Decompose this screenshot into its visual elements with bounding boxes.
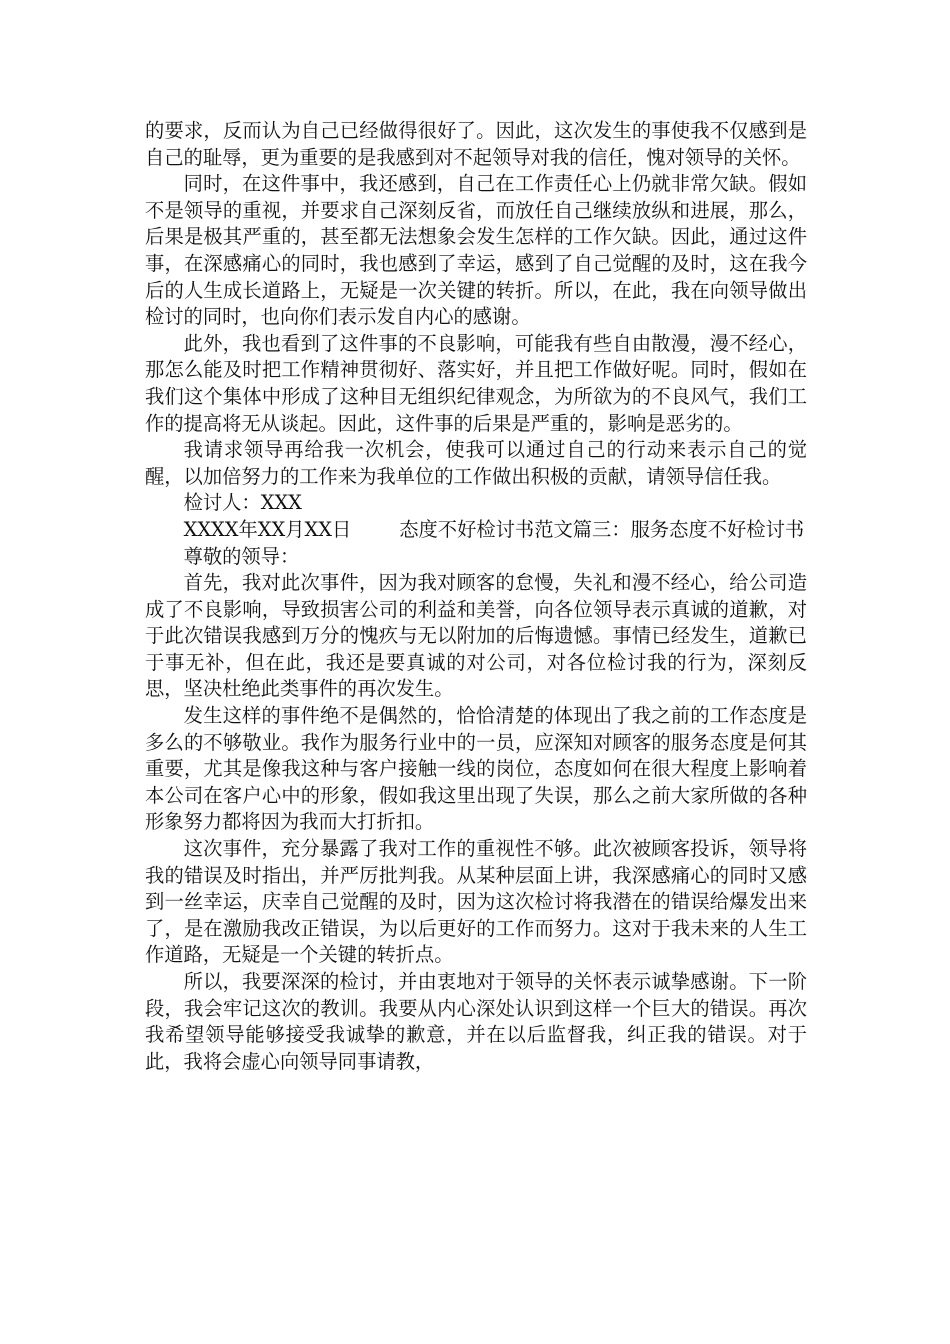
document-page bbox=[145, 118, 807, 1075]
section-heading: 态度不好检讨书范文篇三：服务态度不好检讨书 bbox=[399, 517, 805, 541]
paragraph-attitude: 发生这样的事件绝不是偶然的，恰恰清楚的体现出了我之前的工作态度是多么的不够敬业。我作为服务行业中的一员，应深知对顾客的服务态度是何其重要，尤其是像我这种与客户接触一线的岗位，态度如何在很大程度上影响着本公司在客户心中的形象，假如我这里出现了失误，那么之前大家所做的各种形象努力都将因为我而大打折扣。 bbox=[145, 704, 807, 834]
signature-line: 检讨人：XXX bbox=[183, 491, 302, 515]
date-and-heading-line bbox=[145, 517, 807, 544]
date-text: XXXX年XX月XX日 bbox=[183, 517, 352, 541]
paragraph-request: 我请求领导再给我一次机会，使我可以通过自己的行动来表示自己的觉醒，以加倍努力的工作来为我单位的工作做出积极的贡献，请领导信任我。 bbox=[145, 438, 807, 488]
paragraph-continuation: 的要求，反而认为自己已经做得很好了。因此，这次发生的事使我不仅感到是自己的耻辱，更为重要的是我感到对不起领导对我的信任，愧对领导的关怀。 bbox=[145, 119, 807, 169]
paragraph-impact: 此外，我也看到了这件事的不良影响，可能我有些自由散漫，漫不经心，那怎么能及时把工作精神贯彻好、落实好，并且把工作做好呢。同时，假如在我们这个集体中形成了这种目无组织纪律观念，为所欲为的不良风气，我们工作的提高将无从谈起。因此，这件事的后果是严重的，影响是恶劣的。 bbox=[145, 331, 807, 435]
paragraph-apology: 首先，我对此次事件，因为我对顾客的怠慢，失礼和漫不经心，给公司造成了不良影响，导致损害公司的利益和美誉，向各位领导表示真诚的道歉，对于此次错误我感到万分的愧疚与无以附加的后悔遗憾。事情已经发生，道歉已于事无补，但在此，我还是要真诚的对公司，对各位检讨我的行为，深刻反思，坚决杜绝此类事件的再次发生。 bbox=[145, 571, 807, 701]
paragraph-awareness: 这次事件，充分暴露了我对工作的重视性不够。此次被顾客投诉，领导将我的错误及时指出，并严厉批判我。从某种层面上讲，我深感痛心的同时又感到一丝幸运，庆幸自己觉醒的及时，因为这次检讨将我潜在的错误给爆发出来了，是在激励我改正错误，为以后更好的工作而努力。这对于我未来的人生工作道路，无疑是一个关键的转折点。 bbox=[145, 837, 807, 967]
salutation: 尊敬的领导： bbox=[183, 544, 300, 568]
paragraph-responsibility: 同时，在这件事中，我还感到，自己在工作责任心上仍就非常欠缺。假如不是领导的重视，并要求自己深刻反省，而放任自己继续放纵和进展，那么，后果是极其严重的，甚至都无法想象会发生怎样的工作欠缺。因此，通过这件事，在深感痛心的同时，我也感到了幸运，感到了自己觉醒的及时，这在我今后的人生成长道路上，无疑是一次关键的转折。所以，在此，我在向领导做出检讨的同时，也向你们表示发自内心的感谢。 bbox=[145, 172, 807, 329]
paragraph-commitment: 所以，我要深深的检讨，并由衷地对于领导的关怀表示诚挚感谢。下一阶段，我会牢记这次的教训。我要从内心深处认识到这样一个巨大的错误。再次我希望领导能够接受我诚挚的歉意，并在以后监督我，纠正我的错误。对于此，我将会虚心向领导同事请教， bbox=[145, 970, 807, 1073]
